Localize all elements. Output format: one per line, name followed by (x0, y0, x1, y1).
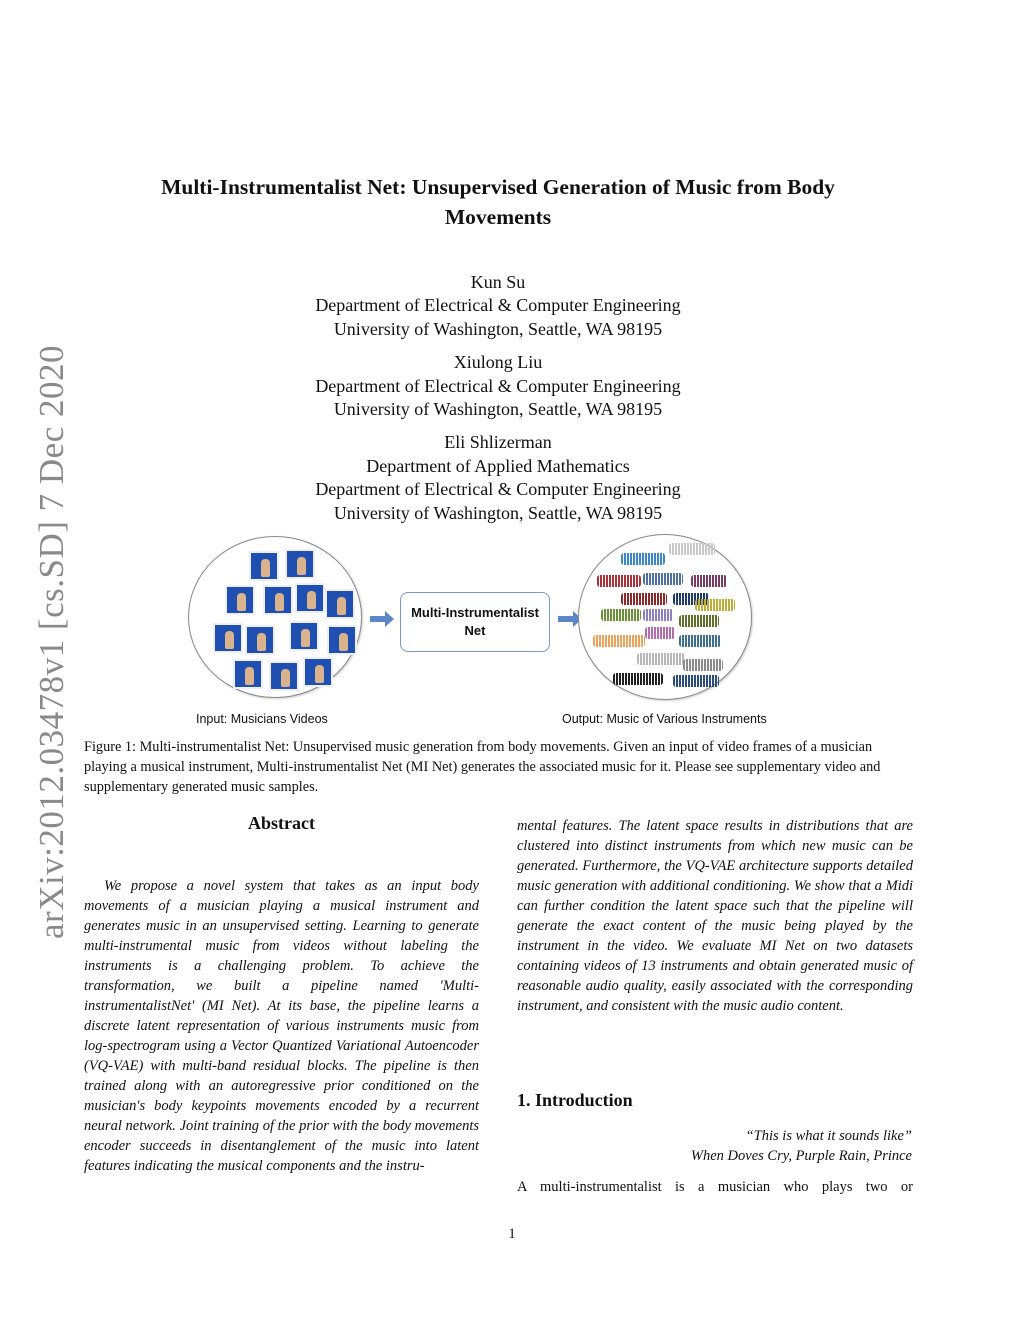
musician-thumbnail (233, 659, 263, 689)
title-line-2: Movements (444, 205, 552, 229)
waveform (593, 635, 645, 647)
author-1 (200, 271, 796, 341)
waveform (637, 653, 685, 665)
author-affiliation: Department of Electrical & Computer Engineering (315, 375, 681, 396)
waveform (669, 543, 715, 555)
abstract-heading: Abstract (248, 813, 315, 833)
author-affiliation: Department of Applied Mathematics (366, 455, 630, 476)
figure-caption: Figure 1: Multi-instrumentalist Net: Unsupervised music generation from body movements. Given an input of video frames of a musician playing a musical instrument, Multi-instrumentalist Net (MI Net) generates the associated music for it. Please see supplementary video and supplementary generated music samples. (84, 739, 881, 795)
arxiv-identifier: arXiv:2012.03478v1 [cs.SD] 7 Dec 2020 (32, 345, 71, 939)
music-waveforms-circle (578, 534, 752, 700)
box-label-line-2: Net (464, 623, 486, 638)
abstract-left-column: We propose a novel system that takes as an input body movements of a musician playing a musical instrument and generates music in an unsupervised setting. Learning to generate multi-instrumental music from videos without labeling the instruments is a challenging problem. To achieve the transformation, we built a pipeline named 'Multi-instrumentalistNet' (MI Net). At its base, the pipeline learns a discrete latent representation of various instruments music from log-spectrogram using a Vector Quantized Variational Autoencoder (VQ-VAE) with multi-band residual blocks. The pipeline is then trained along with an autoregressive prior conditioned on the musician's body keypoints movements encoded by a recurrent neural network. Joint training of the prior with the body movements encoder succeeds in disentanglement of the music into latent features indicating the musical components and the instru- (84, 878, 479, 1174)
waveform (643, 573, 683, 585)
waveform (695, 599, 735, 611)
page-number: 1 (508, 1226, 516, 1242)
author-affiliation: University of Washington, Seattle, WA 98195 (333, 399, 663, 420)
waveform (643, 609, 673, 621)
author-name: Kun Su (470, 272, 526, 292)
introduction-paragraph: A multi-instrumentalist is a musician who plays two or (517, 1179, 913, 1195)
output-arrow (558, 616, 574, 622)
musician-thumbnail (303, 657, 333, 687)
waveform (621, 593, 667, 605)
waveform (601, 609, 641, 621)
paper-title (90, 172, 906, 232)
waveform (645, 627, 675, 639)
musician-thumbnail (289, 621, 319, 651)
musician-thumbnail (285, 549, 315, 579)
author-block (200, 271, 796, 535)
author-affiliation: University of Washington, Seattle, WA 98195 (333, 502, 663, 523)
musician-thumbnail (213, 623, 243, 653)
musician-thumbnail (327, 625, 357, 655)
box-label-line-1: Multi-Instrumentalist (411, 605, 539, 620)
mi-net-box (400, 592, 550, 652)
author-affiliation: University of Washington, Seattle, WA 98195 (333, 318, 663, 339)
author-name: Eli Shlizerman (444, 432, 552, 453)
waveform (679, 635, 721, 647)
input-arrow (370, 616, 386, 622)
author-affiliation: Department of Electrical & Computer Engineering (315, 479, 681, 500)
musician-thumbnail (263, 585, 293, 615)
author-3 (200, 431, 796, 525)
musician-thumbnail (295, 583, 325, 613)
introduction-heading: 1. Introduction (517, 1090, 633, 1110)
author-name: Xiulong Liu (453, 352, 543, 373)
author-2 (200, 351, 796, 421)
waveform (621, 553, 665, 565)
epigraph (691, 1126, 912, 1166)
output-label: Output: Music of Various Instruments (562, 712, 767, 726)
waveform (691, 575, 727, 587)
figure-1 (180, 528, 800, 734)
title-line-1: Multi-Instrumentalist Net: Unsupervised Generation of Music from Body (161, 175, 835, 199)
input-label: Input: Musicians Videos (196, 712, 328, 726)
waveform (683, 659, 723, 671)
musician-videos-circle (188, 536, 362, 698)
musician-thumbnail (249, 551, 279, 581)
musician-thumbnail (269, 661, 299, 691)
epigraph-line-2: When Doves Cry, Purple Rain, Prince (690, 1148, 912, 1164)
musician-thumbnail (325, 589, 355, 619)
musician-thumbnail (225, 585, 255, 615)
waveform (679, 615, 719, 627)
epigraph-line-1: “This is what it sounds like” (745, 1128, 912, 1144)
author-affiliation: Department of Electrical & Computer Engineering (315, 295, 681, 316)
waveform (673, 675, 719, 687)
abstract-right-column: mental features. The latent space results in distributions that are clustered into distinct instruments from which new music can be generated. Furthermore, the VQ-VAE architecture supports detailed music generation with additional conditioning. We show that a Midi can further condition the latent space such that the pipeline will generate the exact content of the music being played by the instrument in the video. We evaluate MI Net on two datasets containing videos of 13 instruments and obtain generated music of reasonable audio quality, easily associated with the corresponding instrument, and consistent with the music audio content. (517, 818, 913, 1014)
waveform (597, 575, 641, 587)
musician-thumbnail (245, 625, 275, 655)
waveform (613, 673, 663, 685)
